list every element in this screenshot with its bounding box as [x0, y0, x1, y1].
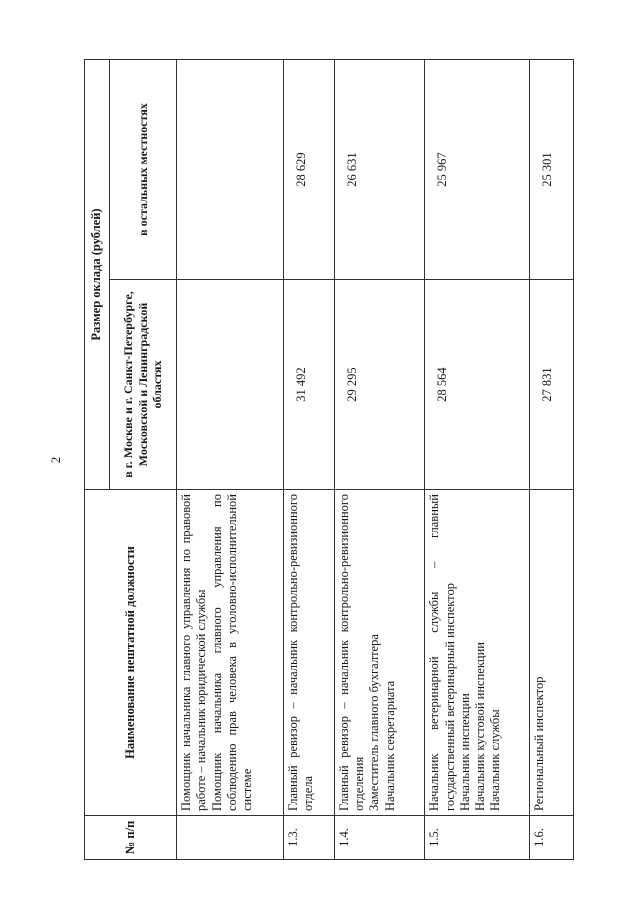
- position-cell: [529, 490, 573, 816]
- row-number: 1.5.: [425, 816, 529, 860]
- row-number: 1.6.: [529, 816, 573, 860]
- header-moscow: в г. Москве и г. Санкт-Петербурге, Московской и Ленинградской областях: [110, 280, 177, 490]
- row-number: 1.3.: [283, 816, 334, 860]
- table-row: [334, 60, 425, 860]
- position-line: Помощник начальника главного управления по правовой работе – начальник юридической службы: [179, 494, 209, 811]
- table-row: [177, 60, 284, 860]
- header-position-name: Наименование нештатной должности: [85, 490, 177, 816]
- position-line: Заместитель главного бухгалтера: [367, 634, 382, 811]
- salary-other: 25 967: [425, 60, 529, 280]
- salary-other: 25 301: [529, 60, 573, 280]
- position-cell: [425, 490, 529, 816]
- position-line: Начальник службы: [488, 709, 503, 811]
- position-line: Начальник кустовой инспекции: [473, 642, 488, 811]
- salary-moscow: [177, 280, 284, 490]
- header-salary-group: Размер оклада (рублей): [85, 60, 110, 490]
- position-line: Начальник ветеринарной службы – главный государственный ветеринарный инспектор: [427, 494, 457, 811]
- salary-moscow: 31 492: [283, 280, 334, 490]
- salary-other: [177, 60, 284, 280]
- position-cell: [177, 490, 284, 816]
- position-line: Главный ревизор – начальник контрольно-ревизионного отдела: [285, 494, 316, 811]
- salary-moscow: 29 295: [334, 280, 425, 490]
- position-line: Главный ревизор – начальник контрольно-ревизионного отделения: [336, 494, 367, 811]
- position-line: Помощник начальника главного управления по соблюдению прав человека в уголовно-исполнительной системе: [209, 494, 254, 811]
- row-number: 1.4.: [334, 816, 425, 860]
- row-number: [177, 816, 284, 860]
- salary-moscow: 28 564: [425, 280, 529, 490]
- position-cell: [334, 490, 425, 816]
- table-row: [529, 60, 573, 860]
- salary-other: 28 629: [283, 60, 334, 280]
- header-number: № п/п: [85, 816, 177, 860]
- salary-table-rotated: [84, 60, 574, 860]
- header-other: в остальных местностях: [110, 60, 177, 280]
- table-row: [283, 60, 334, 860]
- salary-table: [84, 59, 574, 860]
- position-cell: [283, 490, 334, 816]
- salary-other: 26 631: [334, 60, 425, 280]
- position-line: Начальник секретариата: [382, 680, 397, 811]
- salary-moscow: 27 831: [529, 280, 573, 490]
- position-line: Региональный инспектор: [531, 676, 546, 811]
- page-number: 2: [48, 456, 63, 464]
- table-row: [425, 60, 529, 860]
- position-line: Начальник инспекции: [457, 693, 472, 811]
